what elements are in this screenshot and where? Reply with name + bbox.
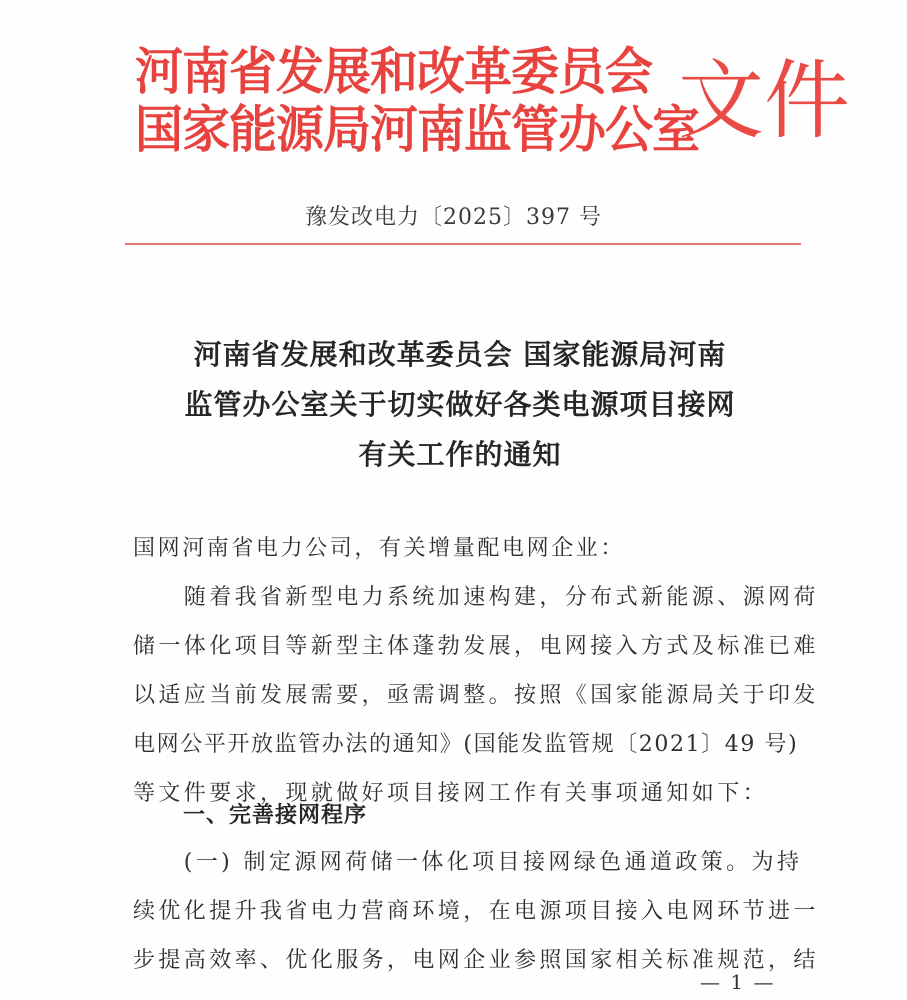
section-heading-1: 一、完善接网程序 [183,803,368,828]
page-number: — 1 — [700,970,776,994]
addressee: 国网河南省电力公司，有关增量配电网企业： [133,536,626,561]
title-line-1: 河南省发展和改革委员会 国家能源局河南 [193,338,727,371]
section-1-line-2: 续优化提升我省电力营商环境，在电源项目接入电网环节进一 [133,899,819,924]
intro-line-5: 等文件要求，现就做好项目接网工作有关事项通知如下： [133,781,769,806]
title-line-3: 有关工作的通知 [358,438,562,471]
document-number: 豫发改电力〔2025〕397 号 [305,205,602,230]
intro-line-2: 储一体化项目等新型主体蓬勃发展，电网接入方式及标准已难 [133,634,819,659]
section-1-line-3: 步提高效率、优化服务，电网企业参照国家相关标准规范，结 [133,948,819,973]
intro-paragraph [133,573,819,823]
issuing-org-line-2: 国家能源局河南监管办公室 [135,100,700,160]
intro-line-3: 以适应当前发展需要，亟需调整。按照《国家能源局关于印发 [133,683,819,708]
issuing-org-line-1: 河南省发展和改革委员会 [135,42,653,102]
intro-line-4: 电网公平开放监管办法的通知》(国能发监管规〔2021〕49 号) [133,732,799,757]
section-1-paragraph [133,838,819,988]
section-1-line-1: (一) 制定源网荷储一体化项目接网绿色通道政策。为持 [133,850,803,875]
notice-title [120,330,800,480]
intro-line-1: 随着我省新型电力系统加速构建，分布式新能源、源网荷 [133,585,819,610]
red-divider-line [125,243,801,245]
title-line-2: 监管办公室关于切实做好各类电源项目接网 [184,388,736,421]
document-label: 文件 [678,51,850,151]
